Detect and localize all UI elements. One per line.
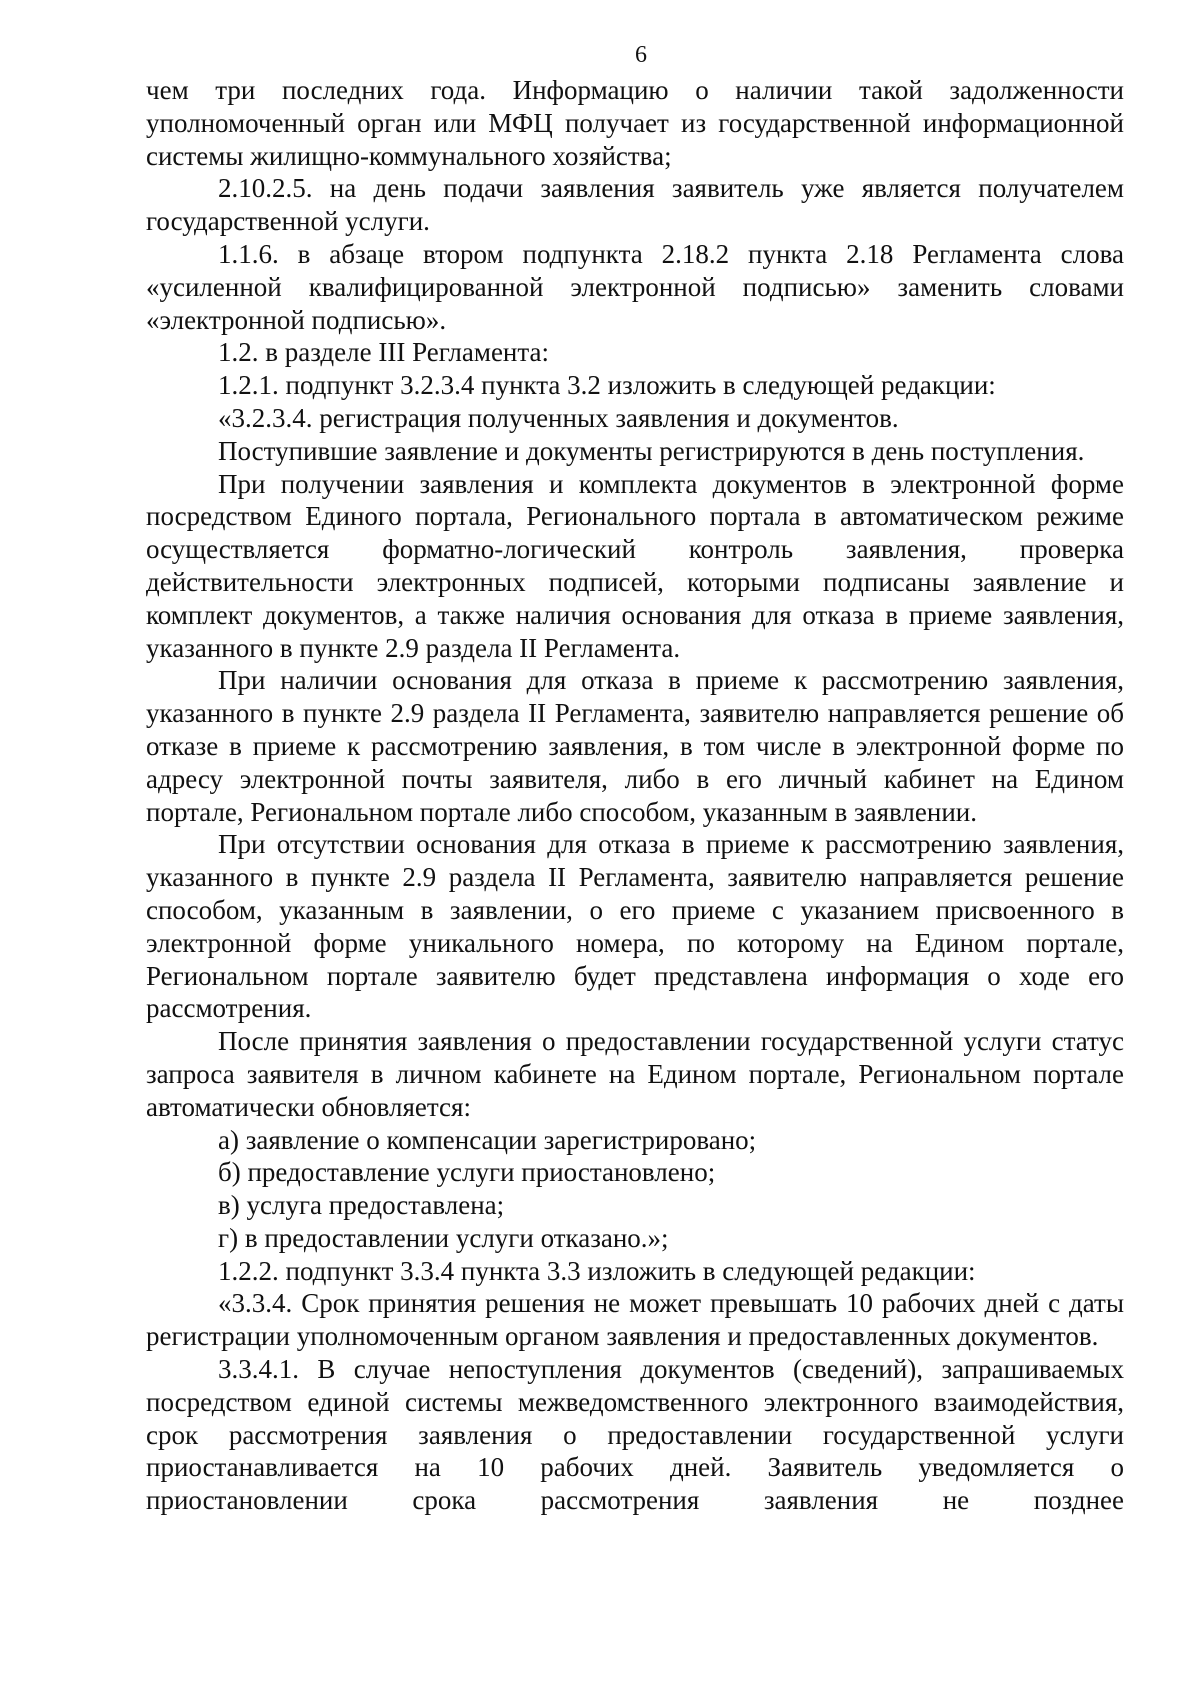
paragraph: б) предоставление услуги приостановлено;: [218, 1157, 716, 1188]
paragraph: г) в предоставлении услуги отказано.»;: [218, 1222, 669, 1253]
document-body: [146, 74, 1124, 1517]
paragraph: а) заявление о компенсации зарегистрировано;: [218, 1124, 757, 1155]
paragraph: 1.2.1. подпункт 3.2.3.4 пункта 3.2 изложить в следующей редакции:: [218, 370, 996, 401]
paragraph: 1.2. в разделе III Регламента:: [218, 337, 550, 368]
paragraph: При наличии основания для отказа в приеме к рассмотрению заявления, указанного в пункте 2.9 раздела II Регламента, заявителю направляется решение об отказе в приеме к рассмотрению заявления, в том числе в электронной форме по адресу электронной почты заявителя, либо в его личный кабинет на Едином портале, Региональном портале либо способом, указанным в заявлении.: [146, 665, 1124, 827]
paragraph: «3.2.3.4. регистрация полученных заявления и документов.: [218, 402, 899, 433]
paragraph: После принятия заявления о предоставлении государственной услуги статус запроса заявителя в личном кабинете на Едином портале, Региональном портале автоматически обновляется:: [146, 1026, 1124, 1122]
paragraph: «3.3.4. Срок принятия решения не может превышать 10 рабочих дней с даты регистрации уполномоченным органом заявления и предоставленных документов.: [146, 1288, 1124, 1352]
paragraph: 1.2.2. подпункт 3.3.4 пункта 3.3 изложить в следующей редакции:: [218, 1255, 976, 1286]
paragraph: 3.3.4.1. В случае непоступления документов (сведений), запрашиваемых посредством единой системы межведомственного электронного взаимодействия, срок рассмотрения заявления о предоставлении государственной услуги приостанавливается на 10 рабочих дней. Заявитель уведомляется о приостановлении срока рассмотрения заявления не позднее: [146, 1354, 1124, 1516]
paragraph: 2.10.2.5. на день подачи заявления заявитель уже является получателем государственной услуги.: [146, 173, 1124, 237]
paragraph: При получении заявления и комплекта документов в электронной форме посредством Единого портала, Регионального портала в автоматическом режиме осуществляется форматно-логический контроль заявления, проверка действительности электронных подписей, которыми подписаны заявление и комплект документов, а также наличия основания для отказа в приеме заявления, указанного в пункте 2.9 раздела II Регламента.: [146, 468, 1124, 663]
paragraph: чем три последних года. Информацию о наличии такой задолженности уполномоченный орган или МФЦ получает из государственной информационной системы жилищно-коммунального хозяйства;: [146, 75, 1124, 171]
page-number: 6: [635, 42, 647, 68]
paragraph: Поступившие заявление и документы регистрируются в день поступления.: [218, 435, 1085, 466]
document-page: [146, 36, 1124, 1517]
paragraph: При отсутствии основания для отказа в приеме к рассмотрению заявления, указанного в пункте 2.9 раздела II Регламента, заявителю направляется решение способом, указанным в заявлении, о его приеме с указанием присвоенного в электронной форме уникального номера, по которому на Едином портале, Региональном портале заявителю будет представлена информация о ходе его рассмотрения.: [146, 829, 1124, 1024]
paragraph: 1.1.6. в абзаце втором подпункта 2.18.2 пункта 2.18 Регламента слова «усиленной квалифицированной электронной подписью» заменить словами «электронной подписью».: [146, 238, 1124, 335]
paragraph: в) услуга предоставлена;: [218, 1190, 505, 1221]
